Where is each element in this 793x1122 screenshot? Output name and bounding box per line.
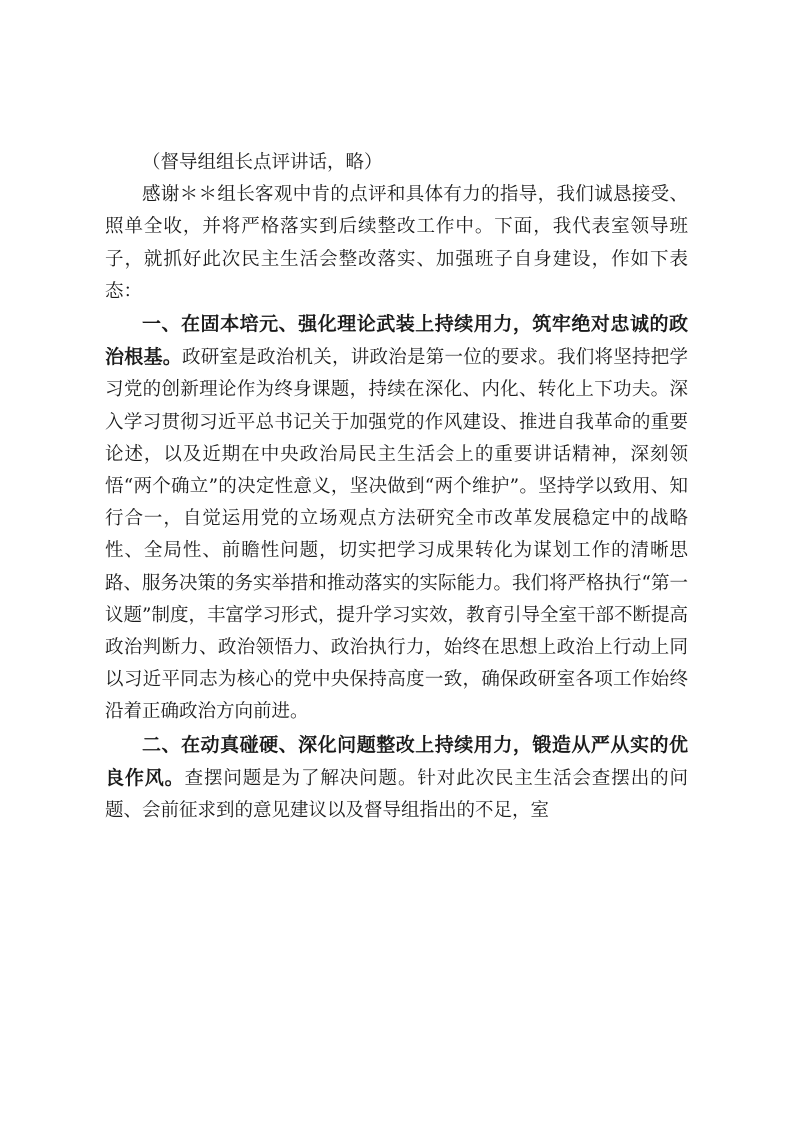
paragraph-text: 感谢＊＊组长客观中肯的点评和具体有力的指导，我们诚恳接受、照单全收，并将严格落实到后续整改工作中。下面，我代表室领导班子，就抓好此次民主生活会整改落实、加强班子自身建设，作如下表态： — [105, 184, 688, 302]
section-heading: 一、在固本培元、强化理论武装上持续用力，筑牢绝对忠诚的政治根基。 — [105, 313, 688, 369]
document-body — [105, 147, 688, 827]
paragraph-text: （督导组组长点评讲话，略） — [142, 152, 383, 173]
paragraph-point-two — [105, 729, 688, 828]
paragraph-text: 政研室是政治机关，讲政治是第一位的要求。我们将坚持把学习党的创新理论作为终身课题，持续在深化、内化、转化上下功夫。深入学习贯彻习近平总书记关于加强党的作风建设、推进自我革命的重要论述，以及近期在中央政治局民主生活会上的重要讲话精神，深刻领悟“两个确立”的决定性意义，坚决做到“两个维护”。坚持学以致用、知行合一，自觉运用党的立场观点方法研究全市改革发展稳定中的战略性、全局性、前瞻性问题，切实把学习成果转化为谋划工作的清晰思路、服务决策的务实举措和推动落实的实际能力。我们将严格执行“第一议题”制度，丰富学习形式，提升学习实效，教育引导全室干部不断提高政治判断力、政治领悟力、政治执行力，始终在思想上政治上行动上同以习近平同志为核心的党中央保持高度一致，确保政研室各项工作始终沿着正确政治方向前进。 — [105, 347, 688, 723]
section-heading: 二、在动真碰硬、深化问题整改上持续用力，锻造从严从实的优良作风。 — [105, 733, 688, 789]
paragraph-text: 查摆问题是为了解决问题。针对此次民主生活会查摆出的问题、会前征求到的意见建议以及督导组指出的不足，室 — [105, 767, 688, 822]
paragraph-thanks — [105, 179, 688, 308]
paragraph-point-one — [105, 308, 688, 729]
paragraph-opening-note — [105, 147, 688, 179]
